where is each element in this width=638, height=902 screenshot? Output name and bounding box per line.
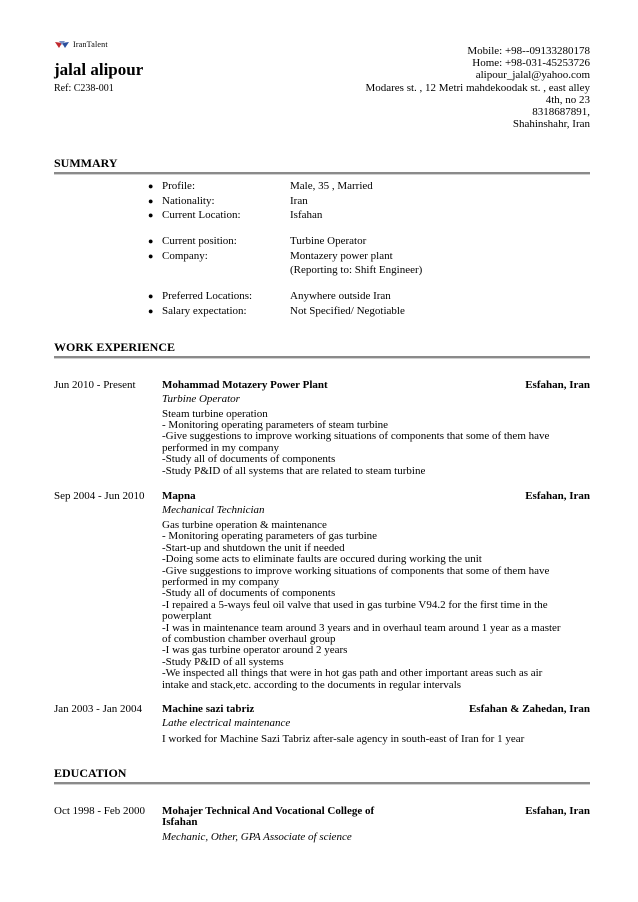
description-line: -We inspected all things that were in hot gas path and other important areas such as air bbox=[162, 667, 543, 680]
entry-description bbox=[162, 734, 590, 745]
section-divider bbox=[54, 356, 590, 359]
entry-description bbox=[162, 409, 590, 477]
bullet-icon bbox=[148, 304, 162, 319]
contact-postal-code: 8318687891, bbox=[532, 106, 590, 119]
summary-label: Salary expectation: bbox=[162, 304, 247, 317]
work-entry bbox=[54, 704, 590, 749]
summary-row bbox=[148, 249, 550, 264]
bullet-icon bbox=[148, 179, 162, 194]
summary-value: Not Specified/ Negotiable bbox=[290, 304, 405, 317]
bullet-icon bbox=[148, 194, 162, 209]
entry-location: Esfahan, Iran bbox=[525, 490, 590, 502]
description-line: performed in my company bbox=[162, 441, 279, 454]
description-line: -Study P&ID of all systems that are related to steam turbine bbox=[162, 464, 426, 477]
description-line: - Monitoring operating parameters of gas turbine bbox=[162, 530, 378, 543]
summary-label: Current Location: bbox=[162, 209, 241, 222]
description-line: Gas turbine operation & maintenance bbox=[162, 519, 327, 531]
summary-label: Nationality: bbox=[162, 194, 215, 207]
bullet-icon bbox=[148, 289, 162, 304]
contact-city: Shahinshahr, Iran bbox=[512, 118, 590, 131]
description-line: -I repaired a 5-ways feul oil valve that used in gas turbine V94.2 for the first time in the bbox=[162, 598, 548, 611]
summary-label: Preferred Locations: bbox=[162, 290, 253, 302]
work-entry bbox=[54, 380, 590, 480]
description-line: -I was in maintenance team around 3 years and in overhaul team around 1 year as a master bbox=[162, 621, 561, 634]
work-entry bbox=[54, 491, 590, 696]
summary-row bbox=[148, 304, 550, 319]
section-divider bbox=[54, 782, 590, 785]
description-line: -Give suggestions to improve working situations of components that some of them have bbox=[162, 430, 550, 443]
summary-label: Profile: bbox=[162, 180, 195, 192]
summary-heading: SUMMARY bbox=[54, 156, 118, 170]
entry-degree: Mechanic, Other, GPA Associate of science bbox=[162, 831, 352, 843]
description-line: intake and stack,etc. according to the documents in regular intervals bbox=[162, 678, 462, 691]
contact-mobile: Mobile: +98--09133280178 bbox=[467, 45, 590, 57]
contact-address-line: Modares st. , 12 Metri mahdekoodak st. , east alley bbox=[365, 81, 590, 94]
entry-date: Jan 2003 - Jan 2004 bbox=[54, 703, 142, 715]
bullet-icon bbox=[148, 249, 162, 264]
description-line: -I was gas turbine operator around 2 years bbox=[162, 644, 348, 657]
summary-label: Company: bbox=[162, 249, 208, 262]
description-line: -Give suggestions to improve working situations of components that some of them have bbox=[162, 564, 550, 577]
entry-role: Mechanical Technician bbox=[162, 504, 265, 516]
description-line: -Study all of documents of components bbox=[162, 587, 336, 600]
description-line: of combustion chamber overhaul group bbox=[162, 633, 336, 646]
logo-text: IranTalent bbox=[73, 40, 108, 49]
entry-organization: Mohammad Motazery Power Plant bbox=[162, 379, 328, 391]
entry-date: Oct 1998 - Feb 2000 bbox=[54, 805, 146, 817]
institution-line: Mohajer Technical And Vocational College of bbox=[162, 805, 375, 817]
reference-code: Ref: C238-001 bbox=[54, 83, 114, 94]
contact-block bbox=[260, 45, 590, 130]
description-line: performed in my company bbox=[162, 576, 279, 589]
description-line: -Study all of documents of components bbox=[162, 453, 336, 466]
summary-value: Male, 35 , Married bbox=[290, 180, 373, 192]
description-line: powerplant bbox=[162, 610, 212, 623]
description-line: - Monitoring operating parameters of steam turbine bbox=[162, 418, 389, 431]
entry-date: Sep 2004 - Jun 2010 bbox=[54, 490, 145, 502]
description-line: Steam turbine operation bbox=[162, 407, 268, 420]
summary-value: (Reporting to: Shift Engineer) bbox=[290, 264, 423, 277]
summary-value: Turbine Operator bbox=[290, 235, 367, 247]
description-line: -Study P&ID of all systems bbox=[162, 655, 284, 668]
summary-row bbox=[148, 263, 550, 278]
education-entry bbox=[54, 806, 590, 851]
summary-label bbox=[162, 263, 290, 278]
contact-home: Home: +98-031-45253726 bbox=[472, 57, 590, 70]
entry-description bbox=[162, 520, 590, 691]
entry-role: Lathe electrical maintenance bbox=[162, 717, 291, 729]
summary-value: Isfahan bbox=[290, 209, 323, 222]
institution-line: Isfahan bbox=[162, 816, 198, 829]
contact-email: alipour_jalal@yahoo.com bbox=[475, 69, 590, 82]
section-divider bbox=[54, 172, 590, 175]
candidate-name: jalal alipour bbox=[54, 60, 144, 79]
summary-row bbox=[148, 208, 550, 223]
summary-row bbox=[148, 194, 550, 209]
contact-address-line: 4th, no 23 bbox=[545, 93, 590, 106]
entry-location: Esfahan, Iran bbox=[525, 805, 590, 817]
description-line: -Doing some acts to eliminate faults are occured during working the unit bbox=[162, 553, 482, 566]
bullet-icon bbox=[148, 208, 162, 223]
bullet-icon bbox=[148, 234, 162, 249]
entry-organization: Mapna bbox=[162, 490, 196, 502]
description-line: I worked for Machine Sazi Tabriz after-sale agency in south-east of Iran for 1 year bbox=[162, 733, 525, 745]
work-experience-heading: WORK EXPERIENCE bbox=[54, 340, 176, 354]
education-heading: EDUCATION bbox=[54, 766, 127, 780]
summary-row bbox=[148, 179, 550, 194]
entry-institution bbox=[162, 806, 374, 829]
summary-label: Current position: bbox=[162, 235, 237, 247]
entry-role: Turbine Operator bbox=[162, 393, 240, 405]
entry-organization: Machine sazi tabriz bbox=[162, 703, 255, 715]
summary-row bbox=[148, 234, 550, 249]
entry-location: Esfahan & Zahedan, Iran bbox=[468, 703, 590, 715]
logo-mark-icon bbox=[54, 40, 70, 49]
description-line: -Start-up and shutdown the unit if needed bbox=[162, 541, 345, 554]
summary-value: Iran bbox=[290, 194, 308, 207]
entry-date: Jun 2010 - Present bbox=[54, 379, 136, 391]
entry-location: Esfahan, Iran bbox=[525, 379, 590, 391]
company-logo bbox=[54, 40, 108, 49]
summary-value: Montazery power plant bbox=[290, 249, 393, 262]
summary-row bbox=[148, 289, 550, 304]
summary-value: Anywhere outside Iran bbox=[290, 290, 391, 302]
